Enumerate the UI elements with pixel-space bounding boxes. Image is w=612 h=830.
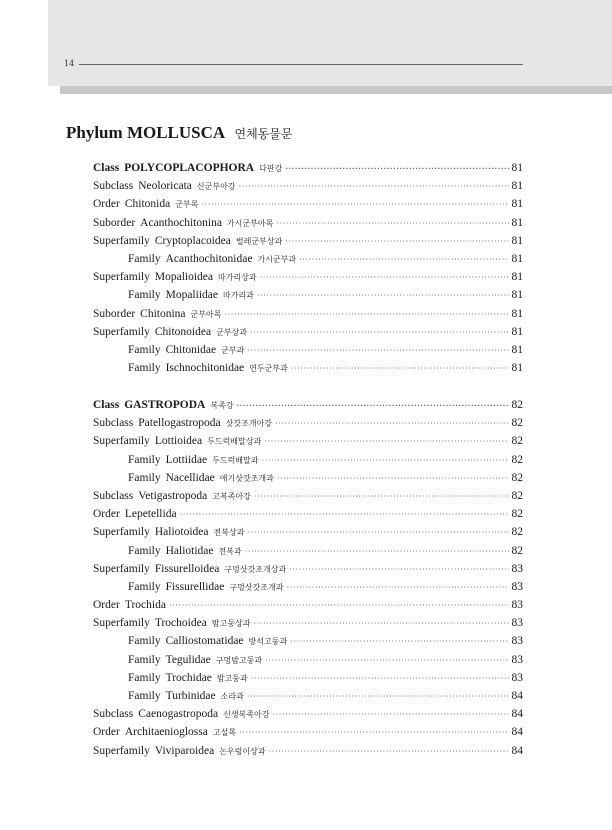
toc-taxon-name: Nacellidae	[165, 471, 215, 484]
page-number: 14	[64, 59, 75, 68]
toc-taxon-name: Trochida	[124, 599, 166, 612]
toc-rank: Family	[128, 653, 161, 666]
toc-entry[interactable]	[93, 286, 523, 304]
toc-korean-name: 밤고둥상과	[211, 619, 251, 629]
toc-rank: Family	[128, 544, 161, 557]
toc-korean-name: 벌레군부상과	[235, 236, 283, 246]
toc-korean-name: 군부과	[221, 345, 245, 355]
toc-entry[interactable]	[93, 578, 523, 596]
toc-class-entry[interactable]	[93, 396, 523, 414]
toc-korean-name: 논우렁이상과	[219, 746, 266, 756]
toc-entry[interactable]	[93, 250, 523, 268]
toc-taxon-name: Tegulidae	[165, 653, 211, 666]
toc-page-number: 81	[511, 307, 523, 320]
toc-page-number: 81	[511, 216, 523, 229]
toc-entry[interactable]	[93, 596, 523, 614]
toc-leader-dots	[269, 743, 509, 761]
toc-leader-dots	[264, 433, 508, 451]
toc-page-number: 84	[511, 744, 523, 757]
toc-rank: Superfamily	[93, 744, 150, 757]
toc-page-number: 84	[511, 708, 523, 721]
toc-taxon-name: Lottioidea	[154, 435, 203, 448]
toc-page-number: 82	[511, 417, 523, 430]
toc-rank: Family	[128, 343, 161, 356]
toc-korean-name: 군부목	[175, 200, 199, 210]
toc-rank: Superfamily	[93, 526, 150, 539]
toc-korean-name: 따가리과	[222, 291, 254, 301]
toc-taxon-name: Acanthochitonina	[140, 216, 222, 229]
toc-taxon-name: Lepetellida	[124, 508, 177, 521]
toc-leader-dots	[254, 488, 509, 506]
toc-korean-name: 가시군부아목	[226, 218, 274, 228]
toc-entry[interactable]	[93, 323, 523, 341]
toc-page-number: 81	[511, 162, 523, 174]
toc-korean-name: 방석고둥과	[248, 637, 288, 647]
toc-rank: Class	[93, 162, 120, 174]
toc-korean-name: 밤고둥과	[216, 673, 248, 683]
toc-taxon-name: Lottiidae	[165, 453, 208, 466]
phylum-heading	[66, 123, 292, 143]
toc-rank: Order	[93, 726, 120, 739]
toc-leader-dots	[286, 579, 508, 597]
toc-page-number: 81	[511, 252, 523, 265]
phylum-korean: 연체동물문	[234, 127, 293, 141]
toc-korean-name: 애기삿갓조개과	[219, 473, 274, 483]
toc-page-number: 83	[511, 599, 523, 612]
toc-rank: Superfamily	[93, 435, 150, 448]
toc-leader-dots	[169, 597, 509, 615]
toc-leader-dots	[239, 178, 509, 196]
toc-taxon-name: Mopalioidea	[154, 271, 213, 284]
toc-entry[interactable]	[93, 651, 523, 669]
toc-rank: Family	[128, 289, 161, 302]
toc-rank: Suborder	[93, 307, 136, 320]
toc-taxon-name: Trochoidea	[154, 617, 207, 630]
toc-group-gastropoda	[93, 396, 523, 760]
toc-entry[interactable]	[93, 359, 523, 377]
toc-leader-dots	[237, 397, 509, 415]
toc-taxon-name: Vetigastropoda	[138, 489, 208, 502]
toc-leader-dots	[247, 342, 508, 360]
toc-korean-name: 두드럭배말과	[212, 455, 259, 465]
toc-leader-dots	[180, 506, 509, 524]
toc-leader-dots	[285, 233, 508, 251]
toc-korean-name: 복족강	[210, 401, 234, 410]
toc-rank: Family	[128, 635, 161, 648]
toc-taxon-name: Neoloricata	[138, 180, 192, 193]
toc-entry[interactable]	[93, 505, 523, 523]
toc-leader-dots	[239, 724, 508, 742]
toc-taxon-name: Haliotoidea	[154, 526, 209, 539]
toc-page-number: 84	[511, 726, 523, 739]
toc-rank: Family	[128, 453, 161, 466]
toc-leader-dots	[277, 470, 509, 488]
toc-entry[interactable]	[93, 705, 523, 723]
toc-korean-name: 구멍삿갓조개과	[229, 582, 284, 592]
toc-entry[interactable]	[93, 341, 523, 359]
toc-leader-dots	[289, 561, 508, 579]
toc-rank: Subclass	[93, 489, 134, 502]
toc-rank: Subclass	[93, 708, 134, 721]
toc-korean-name: 따가리상과	[217, 273, 257, 283]
toc-page-number: 81	[511, 198, 523, 211]
toc-entry[interactable]	[93, 560, 523, 578]
toc-taxon-name: Mopaliidae	[165, 289, 218, 302]
toc-page-number: 83	[511, 635, 523, 648]
toc-page-number: 81	[511, 271, 523, 284]
toc-page-number: 82	[511, 471, 523, 484]
toc-leader-dots	[253, 615, 508, 633]
toc-taxon-name: Acanthochitonidae	[165, 252, 253, 265]
toc-korean-name: 고설목	[212, 728, 237, 738]
toc-leader-dots	[251, 670, 509, 688]
toc-page-number: 83	[511, 671, 523, 684]
toc-korean-name: 고복족아강	[212, 491, 251, 501]
toc-korean-name: 전복상과	[213, 528, 245, 538]
toc-entry[interactable]	[93, 742, 523, 760]
toc-entry[interactable]	[93, 414, 523, 432]
toc-page-number: 83	[511, 617, 523, 630]
toc-page-number: 81	[511, 343, 523, 356]
header-band	[48, 0, 612, 86]
toc-taxon-name: Turbinidae	[165, 690, 216, 702]
header-rule	[79, 64, 523, 65]
toc-taxon-name: Chitonina	[140, 307, 186, 320]
toc-korean-name: 신생복족아강	[223, 710, 270, 720]
toc-rank: Superfamily	[93, 617, 150, 630]
toc-taxon-name: Architaenioglossa	[124, 726, 208, 739]
toc-entry[interactable]	[93, 214, 523, 232]
toc-korean-name: 전복과	[218, 546, 242, 556]
toc-entry[interactable]	[93, 177, 523, 195]
toc-korean-name: 연두군부과	[249, 364, 288, 374]
toc-rank: Superfamily	[93, 271, 150, 284]
toc-rank: Suborder	[93, 216, 136, 229]
toc-page-number: 82	[511, 544, 523, 557]
toc-leader-dots	[290, 633, 508, 651]
toc-taxon-name: Calliostomatidae	[165, 635, 244, 648]
toc-leader-dots	[272, 706, 508, 724]
toc-leader-dots	[201, 196, 508, 214]
toc-taxon-name: Caenogastropoda	[138, 708, 219, 721]
toc-page-number: 83	[511, 562, 523, 575]
toc-leader-dots	[260, 269, 509, 287]
toc-entry[interactable]	[93, 451, 523, 469]
toc-page-number: 81	[511, 234, 523, 247]
toc-taxon-name: Fissurelloidea	[154, 562, 220, 575]
toc-entry[interactable]	[93, 305, 523, 323]
toc-entry[interactable]	[93, 432, 523, 450]
toc-taxon-name: Viviparoidea	[154, 744, 215, 757]
toc-rank: Family	[128, 252, 161, 265]
toc-rank: Family	[128, 671, 161, 684]
toc-leader-dots	[247, 524, 508, 542]
header-shadow	[60, 86, 612, 94]
toc-rank: Family	[128, 690, 161, 702]
toc-rank: Subclass	[93, 417, 134, 430]
toc-korean-name: 군부아목	[190, 309, 222, 319]
toc-taxon-name: Chitonida	[124, 198, 171, 211]
toc-taxon-name: Trochidae	[165, 671, 212, 684]
toc-entry[interactable]	[93, 542, 523, 560]
toc-page-number: 83	[511, 580, 523, 593]
toc-entry[interactable]	[93, 487, 523, 505]
toc-leader-dots	[250, 324, 509, 342]
toc-leader-dots	[291, 360, 509, 378]
toc-korean-name: 다판강	[259, 164, 283, 173]
toc-rank: Family	[128, 471, 161, 484]
toc-entry[interactable]	[93, 632, 523, 650]
toc-taxon-name: Fissurellidae	[165, 580, 225, 593]
toc-page-number: 81	[511, 289, 523, 302]
toc-leader-dots	[257, 287, 509, 305]
toc-entry[interactable]	[93, 268, 523, 286]
toc-entry[interactable]	[93, 232, 523, 250]
toc-entry[interactable]	[93, 669, 523, 687]
toc-taxon-name: Chitonidae	[165, 343, 217, 356]
toc-taxon-name: Haliotidae	[165, 544, 214, 557]
toc-taxon-name: Patellogastropoda	[138, 417, 221, 430]
toc-rank: Family	[128, 362, 161, 375]
toc-korean-name: 군부상과	[216, 327, 247, 337]
toc-leader-dots	[285, 160, 508, 178]
toc-taxon-name: Cryptoplacoidea	[154, 234, 231, 247]
toc-leader-dots	[265, 652, 508, 670]
toc-page-number: 82	[511, 489, 523, 502]
toc-taxon-name: Chitonoidea	[154, 325, 212, 338]
toc-rank: Family	[128, 580, 161, 593]
toc-entry[interactable]	[93, 523, 523, 541]
toc-rank: Order	[93, 508, 120, 521]
toc-rank: Order	[93, 599, 120, 612]
toc-page-number: 82	[511, 453, 523, 466]
toc-leader-dots	[224, 306, 508, 324]
toc-leader-dots	[275, 415, 508, 433]
toc-korean-name: 삿갓조개아강	[225, 419, 273, 429]
phylum-rank: Phylum	[66, 123, 123, 142]
phylum-name: MOLLUSCA	[126, 123, 225, 142]
toc-taxon-name: POLYCOPLACOPHORA	[124, 162, 255, 174]
toc-page-number: 81	[511, 325, 523, 338]
toc-korean-name: 신군부아강	[196, 182, 236, 192]
toc-entry[interactable]	[93, 614, 523, 632]
toc-page-number: 81	[511, 362, 523, 375]
toc-rank: Superfamily	[93, 234, 150, 247]
toc-page-number: 83	[511, 653, 523, 666]
toc-korean-name: 소라과	[220, 692, 244, 701]
toc-korean-name: 두드럭배말상과	[207, 437, 262, 447]
toc-entry[interactable]	[93, 195, 523, 213]
toc-entry[interactable]	[93, 469, 523, 487]
toc-entry[interactable]	[93, 723, 523, 741]
toc-class-entry[interactable]	[93, 159, 523, 177]
toc-page-number: 82	[511, 526, 523, 539]
toc-entry[interactable]	[93, 687, 523, 705]
toc-group-polyplacophora	[93, 159, 523, 377]
toc-rank: Superfamily	[93, 325, 150, 338]
toc-page-number: 82	[511, 435, 523, 448]
toc-leader-dots	[247, 688, 509, 706]
toc-rank: Superfamily	[93, 562, 150, 575]
toc-taxon-name: GASTROPODA	[124, 399, 206, 411]
toc-taxon-name: Ischnochitonidae	[165, 362, 245, 375]
toc-leader-dots	[276, 215, 508, 233]
toc-page-number: 81	[511, 180, 523, 193]
toc-rank: Subclass	[93, 180, 134, 193]
toc-rank: Class	[93, 399, 120, 411]
toc-leader-dots	[299, 251, 508, 269]
toc-page-number: 82	[511, 508, 523, 521]
toc-page-number: 84	[511, 690, 523, 702]
toc-korean-name: 구멍삿갓조개상과	[224, 564, 287, 574]
toc-korean-name: 구멍밤고둥과	[215, 655, 263, 665]
toc-korean-name: 가시군부과	[257, 254, 297, 264]
toc-rank: Order	[93, 198, 120, 211]
toc-page-number: 82	[511, 399, 523, 411]
toc-leader-dots	[261, 452, 508, 470]
toc-leader-dots	[245, 543, 509, 561]
